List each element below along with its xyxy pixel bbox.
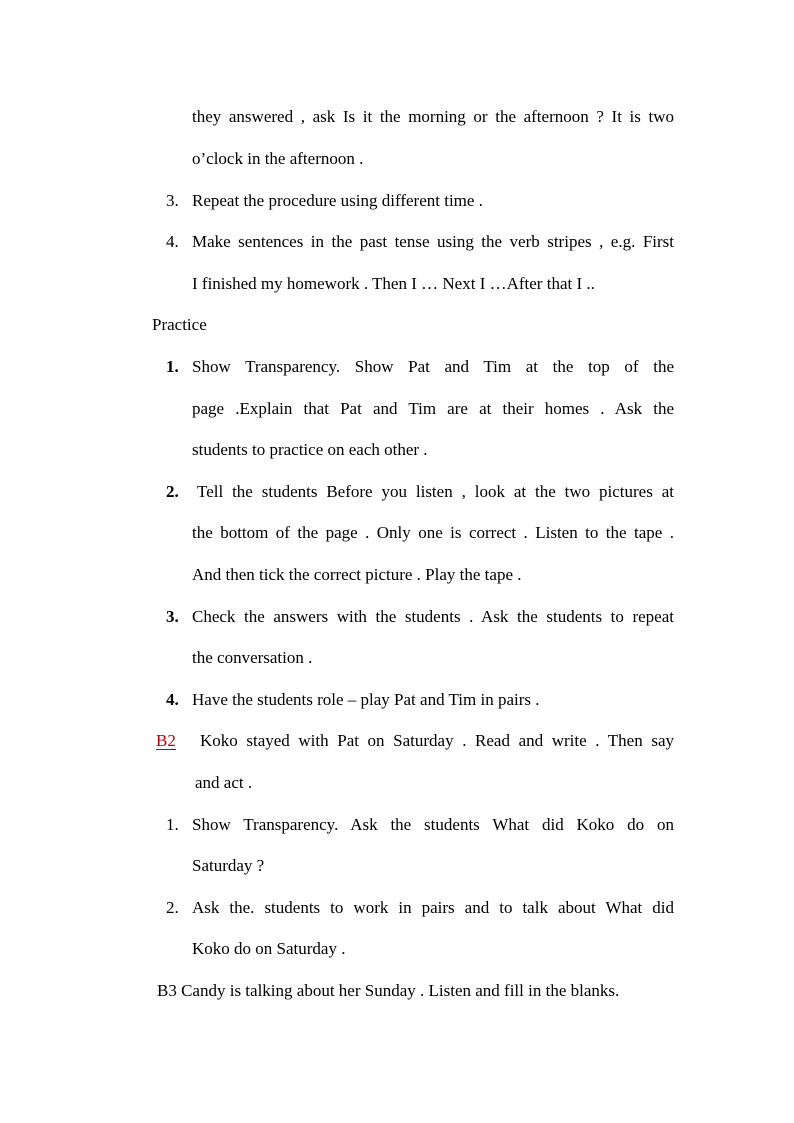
b3-line: B3 Candy is talking about her Sunday . Listen and fill in the blanks.	[157, 981, 620, 1000]
practice-2-line-2: the bottom of the page . Only one is correct . Listen to the tape .	[192, 523, 674, 542]
intro-line-1: they answered , ask Is it the morning or the afternoon ? It is two	[192, 107, 674, 126]
b2-item-1-line-1: Show Transparency. Ask the students What did Koko do on	[192, 815, 674, 834]
practice-3-line-2: the conversation .	[192, 648, 313, 667]
b2-line-1: Koko stayed with Pat on Saturday . Read and write . Then say	[200, 731, 674, 750]
b2-item-2-line-1: Ask the. students to work in pairs and to talk about What did	[192, 898, 674, 917]
practice-1-line-2: page .Explain that Pat and Tim are at their homes . Ask the	[192, 399, 674, 418]
practice-3-number: 3.	[166, 607, 179, 626]
practice-4-text: Have the students role – play Pat and Tim in pairs .	[192, 690, 540, 709]
step-4-line-1: Make sentences in the past tense using the verb stripes , e.g. First	[192, 232, 674, 251]
practice-2-line-3: And then tick the correct picture . Play the tape .	[192, 565, 522, 584]
step-3-text: Repeat the procedure using different time .	[192, 191, 483, 210]
practice-4-number: 4.	[166, 690, 179, 709]
practice-1-line-3: students to practice on each other .	[192, 440, 428, 459]
practice-2-line-1: Tell the students Before you listen , look at the two pictures at	[197, 482, 674, 501]
step-4-number: 4.	[166, 232, 179, 251]
practice-1-number: 1.	[166, 357, 179, 376]
practice-heading: Practice	[152, 315, 207, 334]
practice-1-line-1: Show Transparency. Show Pat and Tim at the top of the	[192, 357, 674, 376]
step-3-number: 3.	[166, 191, 179, 210]
practice-2-number: 2.	[166, 482, 179, 501]
b2-item-1-number: 1.	[166, 815, 179, 834]
b2-label: B2	[156, 731, 176, 750]
b2-item-2-line-2: Koko do on Saturday .	[192, 939, 346, 958]
b2-item-1-line-2: Saturday ?	[192, 856, 265, 875]
b2-line-2: and act .	[195, 773, 253, 792]
step-4-line-2: I finished my homework . Then I … Next I …After that I ..	[192, 274, 595, 293]
practice-3-line-1: Check the answers with the students . Ask the students to repeat	[192, 607, 674, 626]
intro-line-2: o’clock in the afternoon .	[192, 149, 364, 168]
b2-item-2-number: 2.	[166, 898, 179, 917]
